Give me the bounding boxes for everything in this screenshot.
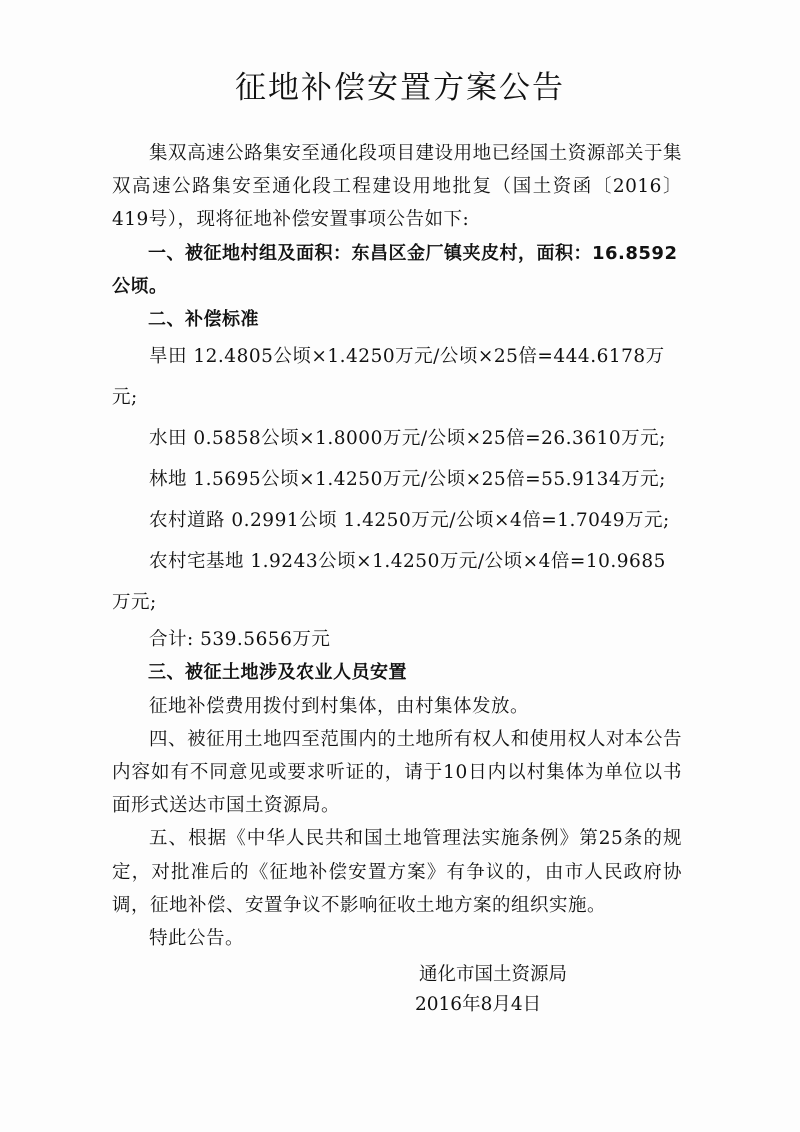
closing-text: 特此公告。 [149, 928, 245, 950]
compensation-item-paddy-field: 水田 0.5858公顷×1.8000万元/公顷×25倍=26.3610万元; [149, 428, 666, 450]
signature-block [415, 960, 567, 1020]
compensation-total: 合计: 539.5656万元 [149, 629, 331, 651]
notice-body [112, 137, 682, 955]
compensation-list [112, 336, 682, 623]
section5-text: 五、根据《中华人民共和国土地管理法实施条例》第25条的规定，对批准后的《征地补偿安置方案》有争议的，由市人民政府协调，征地补偿、安置争议不影响征收土地方案的组织实施。 [112, 828, 682, 916]
signature-organization: 通化市国土资源局 [419, 964, 568, 985]
signature-date: 2016年8月4日 [415, 994, 542, 1015]
section2-heading: 二、补偿标准 [148, 309, 259, 331]
compensation-item-forest-land: 林地 1.5695公顷×1.4250万元/公顷×25倍=55.9134万元; [149, 469, 666, 491]
section1-heading: 一、被征地村组及面积：东昌区金厂镇夹皮村，面积：16.8592公顷。 [112, 242, 678, 297]
compensation-item-homestead: 农村宅基地 1.9243公顷×1.4250万元/公顷×4倍=10.9685万元; [112, 551, 666, 614]
section4-text: 四、被征用土地四至范围内的土地所有权人和使用权人对本公告内容如有不同意见或要求听证的，请于10日内以村集体为单位以书面形式送达市国土资源局。 [112, 728, 682, 817]
notice-title: 征地补偿安置方案公告 [235, 70, 565, 106]
compensation-item-dry-field: 旱田 12.4805公顷×1.4250万元/公顷×25倍=444.6178万元; [112, 346, 665, 409]
intro-paragraph: 集双高速公路集安至通化段项目建设用地已经国土资源部关于集双高速公路集安至通化段工程建设用地批复（国土资函〔2016〕419号），现将征地补偿安置事项公告如下: [112, 143, 682, 231]
compensation-item-rural-road: 农村道路 0.2991公顷 1.4250万元/公顷×4倍=1.7049万元; [149, 510, 670, 532]
section3-text: 征地补偿费用拨付到村集体，由村集体发放。 [149, 695, 530, 717]
section3-heading: 三、被征土地涉及农业人员安置 [148, 662, 407, 684]
